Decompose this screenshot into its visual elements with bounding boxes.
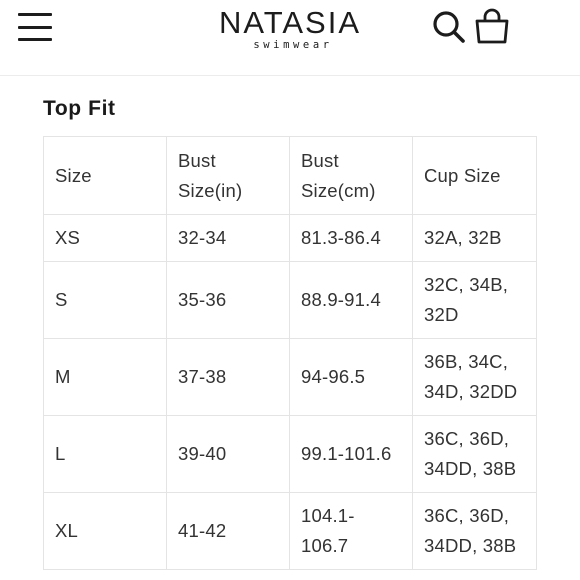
table-row bbox=[44, 339, 537, 416]
site-header bbox=[0, 0, 580, 76]
cell-cup: 36C, 36D, 34DD, 38B bbox=[413, 493, 537, 570]
cell-bust-cm: 94-96.5 bbox=[290, 339, 413, 416]
size-chart-table bbox=[43, 136, 537, 570]
search-icon[interactable] bbox=[430, 8, 468, 46]
cell-size: M bbox=[44, 339, 167, 416]
cell-bust-in: 41-42 bbox=[167, 493, 290, 570]
cell-size: XL bbox=[44, 493, 167, 570]
cell-bust-cm: 99.1-101.6 bbox=[290, 416, 413, 493]
cell-bust-cm: 81.3-86.4 bbox=[290, 215, 413, 262]
table-row bbox=[44, 416, 537, 493]
cell-bust-cm: 88.9-91.4 bbox=[290, 262, 413, 339]
column-header-size: Size bbox=[44, 137, 167, 215]
cell-cup: 32A, 32B bbox=[413, 215, 537, 262]
column-header-bust-in: Bust Size(in) bbox=[167, 137, 290, 215]
logo-tagline: swimwear bbox=[253, 39, 333, 51]
section-title: Top Fit bbox=[43, 97, 116, 120]
cell-size: S bbox=[44, 262, 167, 339]
table-row bbox=[44, 493, 537, 570]
column-header-cup: Cup Size bbox=[413, 137, 537, 215]
cell-cup: 36B, 34C, 34D, 32DD bbox=[413, 339, 537, 416]
brand-logo[interactable] bbox=[190, 6, 390, 51]
logo-wordmark: NATASIA bbox=[218, 5, 362, 40]
cell-cup: 32C, 34B, 32D bbox=[413, 262, 537, 339]
cell-bust-in: 37-38 bbox=[167, 339, 290, 416]
menu-line bbox=[18, 38, 52, 41]
menu-line bbox=[18, 26, 52, 29]
hamburger-menu-icon[interactable] bbox=[18, 10, 56, 44]
table-row bbox=[44, 262, 537, 339]
cell-cup: 36C, 36D, 34DD, 38B bbox=[413, 416, 537, 493]
cell-bust-in: 39-40 bbox=[167, 416, 290, 493]
column-header-bust-cm: Bust Size(cm) bbox=[290, 137, 413, 215]
cell-size: XS bbox=[44, 215, 167, 262]
shopping-bag-icon[interactable] bbox=[472, 6, 512, 46]
cell-bust-in: 32-34 bbox=[167, 215, 290, 262]
table-header-row bbox=[44, 137, 537, 215]
table-row bbox=[44, 215, 537, 262]
menu-line bbox=[18, 13, 52, 16]
cell-size: L bbox=[44, 416, 167, 493]
cell-bust-in: 35-36 bbox=[167, 262, 290, 339]
cell-bust-cm: 104.1-106.7 bbox=[290, 493, 413, 570]
